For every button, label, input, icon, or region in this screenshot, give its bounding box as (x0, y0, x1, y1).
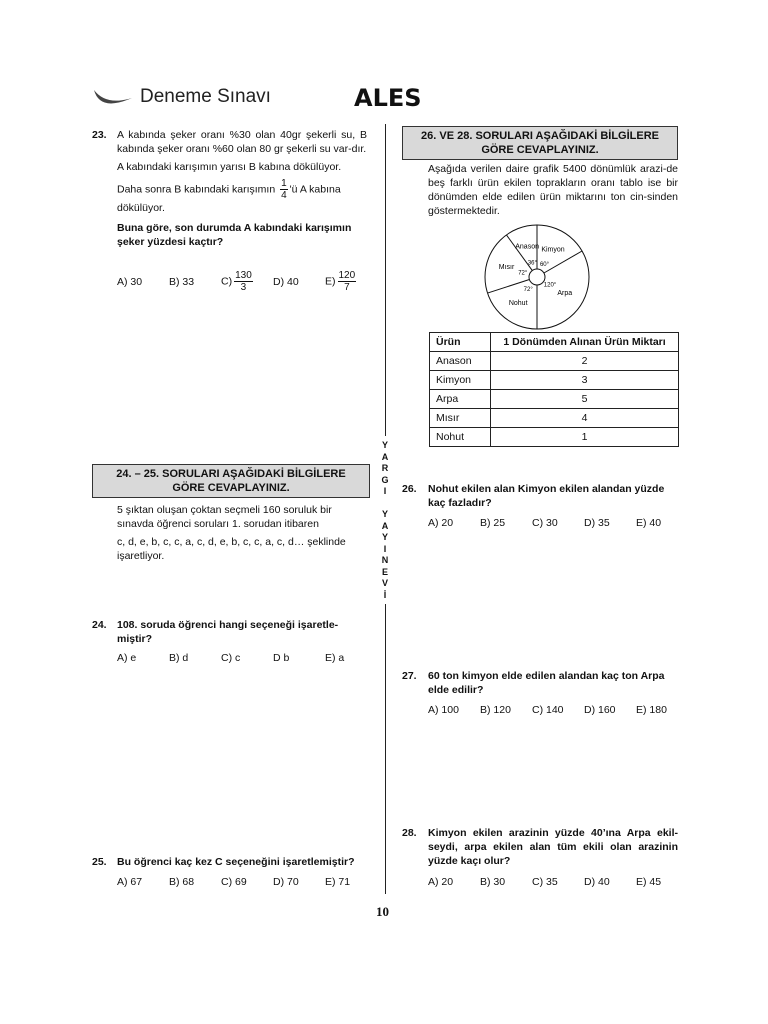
q25-option-a[interactable]: A) 67 (117, 876, 143, 888)
info-24-25-line3: c, d, e, b, c, c, a, c, d, e, b, c, c, a, c, d… şeklinde (117, 536, 346, 548)
q27-option-a[interactable]: A) 100 (428, 704, 459, 716)
q25-question: Bu öğrenci kaç kez C seçeneğini işaretlemiştir? (117, 856, 355, 868)
instruction-box-24-25 (92, 464, 370, 498)
table-cell-amount: 5 (491, 390, 679, 409)
column-divider-bottom (385, 604, 386, 894)
divider-letter: N (381, 555, 389, 565)
q28-option-d[interactable]: D) 40 (584, 876, 610, 888)
table-cell-product: Mısır (430, 409, 491, 428)
table-cell-product: Arpa (430, 390, 491, 409)
table-row (430, 409, 679, 428)
q23-option-c-label: C) (221, 275, 233, 288)
divider-text (380, 440, 390, 601)
q23-text-2: A kabındaki karışımın yarısı B kabına dökülüyor. (117, 161, 342, 173)
q25-option-c[interactable]: C) 69 (221, 876, 247, 888)
table-header-miktar: 1 Dönümden Alınan Ürün Miktarı (491, 333, 679, 352)
divider-letter: I (383, 486, 387, 496)
divider-letter: A (381, 451, 389, 462)
q25-option-d[interactable]: D) 70 (273, 876, 299, 888)
q28-number: 28. (402, 827, 417, 839)
divider-letter: Y (381, 532, 388, 542)
divider-letter: I (383, 543, 387, 554)
brand-logo (92, 82, 136, 119)
q23-option-b[interactable]: B) 33 (169, 275, 195, 288)
exam-title: ALES (354, 84, 422, 112)
q24-option-d[interactable]: D b (273, 652, 290, 664)
q23-text-4: dökülüyor. (117, 202, 165, 214)
pie-angle-arpa: 120° (543, 282, 557, 289)
table-cell-product: Kimyon (430, 371, 491, 390)
table-header-row (430, 333, 679, 352)
column-divider-top (385, 124, 386, 436)
q23-text-1: A kabında şeker oranı %30 olan 40gr şekerli su, B kabında şeker oranı %60 olan 80 gr şekerli su var-dır. (117, 129, 367, 155)
q23-fraction (280, 178, 288, 201)
table-cell-amount: 4 (491, 409, 679, 428)
q23-option-a[interactable]: A) 30 (117, 275, 143, 288)
q23-number: 23. (92, 129, 107, 141)
q27-option-b[interactable]: B) 120 (480, 704, 511, 716)
pie-angle-mısır: 72° (518, 270, 528, 277)
divider-letter: V (381, 578, 388, 588)
divider-letter (380, 498, 390, 510)
instruction-box-26-28 (402, 126, 678, 160)
q23-text-3a: Daha sonra B kabındaki karışımın (117, 183, 276, 196)
pie-label-kimyon: Kimyon (541, 246, 565, 254)
instruction-box-26-28-line1: 26. VE 28. SORULARI AŞAĞIDAKİ BİLGİLERE (421, 130, 659, 142)
pie-angle-nohut: 72° (523, 287, 533, 294)
q23-text-3b: 'ü A kabına (289, 183, 341, 196)
q23-body (117, 128, 367, 249)
q26-option-c[interactable]: C) 30 (532, 517, 558, 529)
info-24-25-line4: işaretliyor. (117, 550, 165, 562)
q25-option-b[interactable]: B) 68 (169, 876, 195, 888)
q28-option-c[interactable]: C) 35 (532, 876, 558, 888)
q24-option-b[interactable]: B) d (169, 652, 189, 664)
q26-option-a[interactable]: A) 20 (428, 517, 454, 529)
q28-options (428, 876, 688, 888)
info-24-25 (117, 503, 367, 563)
q28-question: Kimyon ekilen arazinin yüzde 40’ına Arpa ekil-seydi, arpa ekilen alan tüm ekili olan arazinin yüzde kaçı olur? (428, 827, 678, 867)
q27-option-e[interactable]: E) 180 (636, 704, 667, 716)
q25-number: 25. (92, 856, 107, 868)
yield-table (429, 332, 679, 447)
q26-option-d[interactable]: D) 35 (584, 517, 610, 529)
q23-option-e-num: 120 (338, 270, 356, 281)
q24-question: 108. soruda öğrenci hangi seçeneği işaretle-miştir? (117, 619, 339, 645)
q28-option-a[interactable]: A) 20 (428, 876, 454, 888)
q27-question: 60 ton kimyon elde edilen alandan kaç ton Arpa elde edilir? (428, 670, 665, 696)
pie-center (529, 269, 545, 285)
divider-letter: G (381, 474, 389, 485)
q27-option-c[interactable]: C) 140 (532, 704, 564, 716)
q23-options (117, 270, 377, 293)
q28-option-e[interactable]: E) 45 (636, 876, 662, 888)
q26-question: Nohut ekilen alan Kimyon ekilen alandan yüzde kaç fazladır? (428, 483, 665, 509)
q23-option-e[interactable] (325, 270, 377, 293)
q23-option-c-den: 3 (240, 282, 247, 293)
table-row (430, 428, 679, 447)
q24-options (117, 652, 377, 664)
pie-angle-kimyon: 60° (539, 262, 550, 269)
q27-number: 27. (402, 670, 417, 682)
q23-option-e-frac (338, 270, 357, 293)
table-cell-amount: 1 (491, 428, 679, 447)
q24-option-e[interactable]: E) a (325, 652, 345, 664)
q28-option-b[interactable]: B) 30 (480, 876, 506, 888)
table-cell-amount: 3 (491, 371, 679, 390)
table-row (430, 352, 679, 371)
q23-question: Buna göre, son durumda A kabındaki karışımın şeker yüzdesi kaçtır? (117, 222, 352, 248)
q23-option-c[interactable] (221, 270, 273, 293)
pie-chart (482, 222, 592, 332)
q25-option-e[interactable]: E) 71 (325, 876, 351, 888)
instruction-box-24-25-line1: 24. – 25. SORULARI AŞAĞIDAKİ BİLGİLERE (116, 468, 346, 480)
instruction-box-26-28-line2: GÖRE CEVAPLAYINIZ. (481, 144, 599, 156)
q27-option-d[interactable]: D) 160 (584, 704, 616, 716)
q23-option-e-den: 7 (344, 282, 350, 293)
q26-option-b[interactable]: B) 25 (480, 517, 506, 529)
q24-number: 24. (92, 619, 107, 631)
q26-number: 26. (402, 483, 417, 495)
divider-letter: Y (381, 509, 388, 519)
q23-text-3 (117, 178, 367, 201)
q25-options (117, 876, 377, 888)
divider-letter: R (381, 463, 389, 473)
divider-letter: Y (381, 440, 388, 450)
info-24-25-line2: sınavda öğrenci soruları 1. sorudan itibaren (117, 518, 319, 530)
q23-fraction-den: 4 (281, 190, 287, 201)
q23-fraction-num: 1 (281, 178, 287, 189)
q27-options (428, 704, 688, 716)
table-header-urun: Ürün (430, 333, 491, 352)
divider-letter: İ (383, 589, 387, 600)
table-row (430, 371, 679, 390)
divider-letter: E (381, 566, 388, 577)
instruction-box-24-25-line2: GÖRE CEVAPLAYINIZ. (172, 482, 290, 494)
q23-option-c-num: 130 (235, 270, 252, 281)
q23-option-e-label: E) (325, 275, 336, 288)
q26-options (428, 517, 688, 529)
table-cell-amount: 2 (491, 352, 679, 371)
table-cell-product: Anason (430, 352, 491, 371)
pie-label-anason: Anason (515, 243, 539, 251)
q26-option-e[interactable]: E) 40 (636, 517, 662, 529)
divider-letter: A (381, 520, 389, 531)
brand-name: Deneme Sınavı (140, 86, 271, 107)
pie-angle-anason: 36° (527, 260, 537, 267)
pie-label-arpa: Arpa (557, 290, 573, 297)
page-number: 10 (376, 904, 389, 919)
q23-option-c-frac (234, 270, 253, 293)
q23-option-d[interactable]: D) 40 (273, 275, 299, 288)
pie-label-nohut: Nohut (508, 299, 528, 307)
pie-label-mısır: Mısır (498, 264, 515, 272)
info-24-25-line1: 5 şıktan oluşan çoktan seçmeli 160 soruluk bir (117, 504, 332, 516)
q24-option-a[interactable]: A) e (117, 652, 137, 664)
info-26-28: Aşağıda verilen daire grafik 5400 dönümlük arazi-de beş farklı ürün ekilen toprakların oranı tablo ise bir dönümden elde edilen ürün miktarını ton cin-sinden göstermektedir. (428, 163, 678, 217)
q24-option-c[interactable]: C) c (221, 652, 241, 664)
table-cell-product: Nohut (430, 428, 491, 447)
table-row (430, 390, 679, 409)
logo-swoosh-icon (92, 82, 136, 114)
